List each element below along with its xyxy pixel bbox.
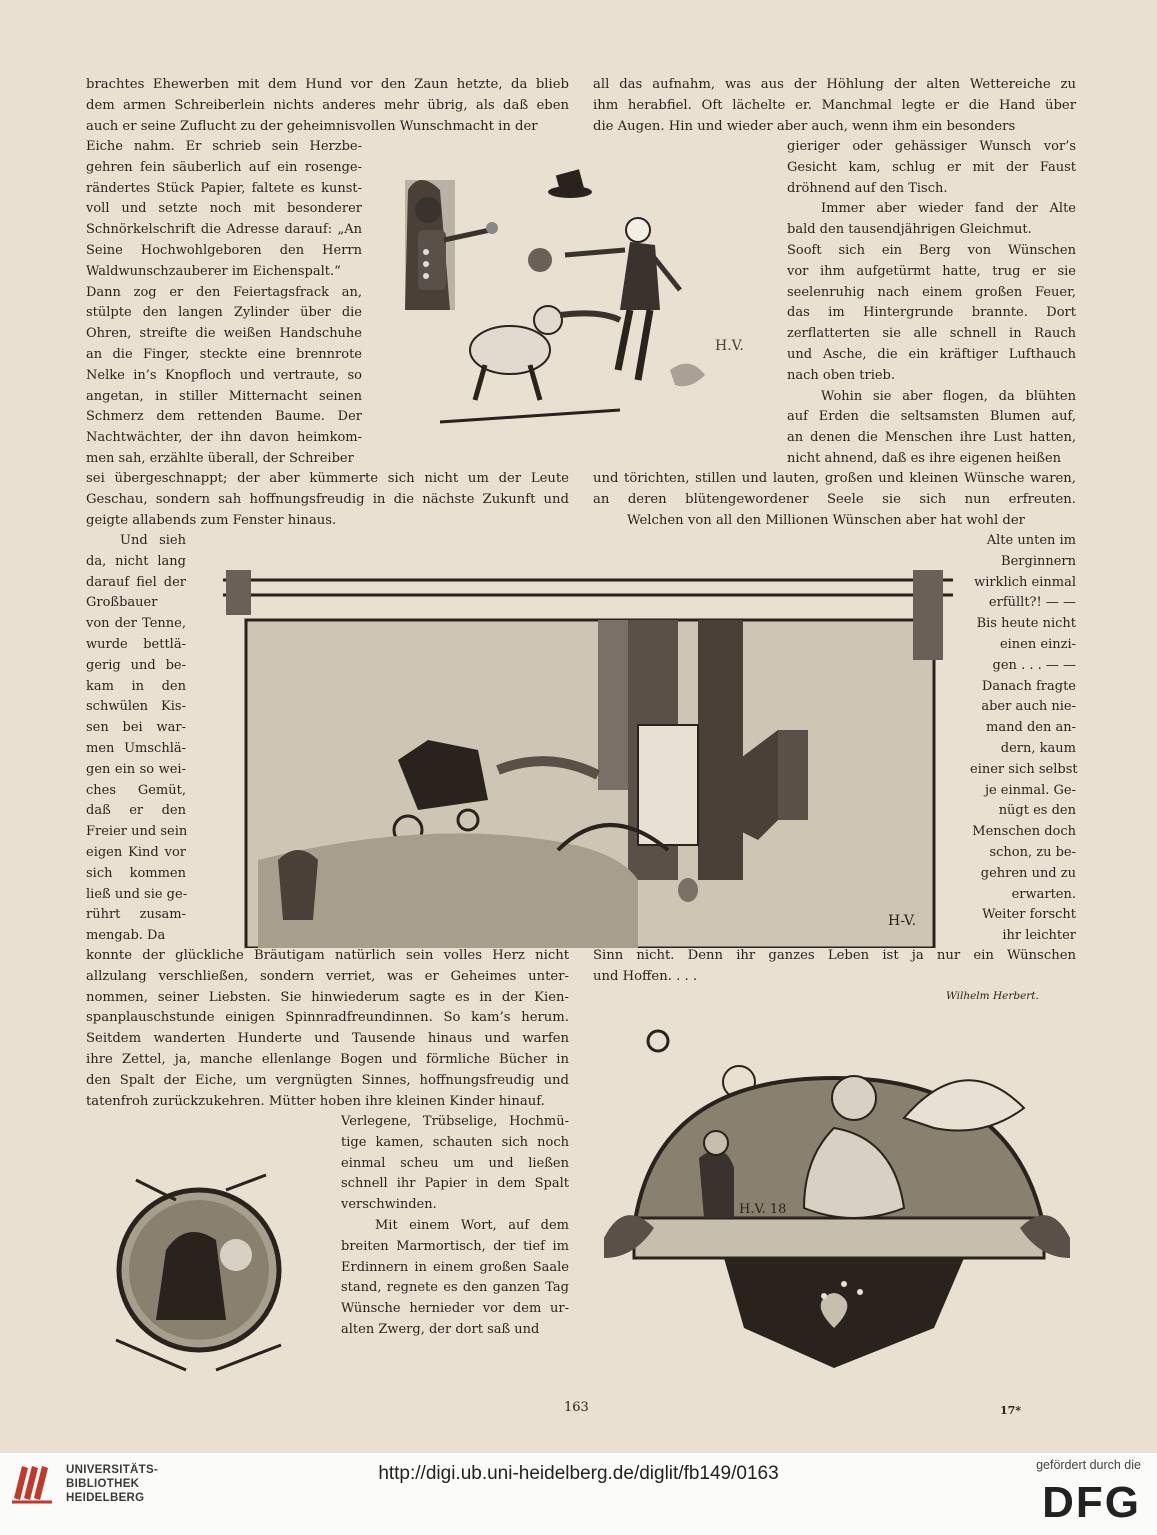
text-line: gehren und zu — [980, 865, 1076, 881]
text-line: angetan, in stiller Mitternacht seinen — [86, 388, 362, 404]
text-line: Großbauer — [86, 595, 158, 611]
library-line-3: HEIDELBERG — [66, 1492, 145, 1504]
text-line: Berginnern — [1001, 553, 1076, 569]
text-line: auch er seine Zuflucht zu der geheimnisvollen Wunschmacht in der — [86, 118, 538, 134]
left-column-top — [86, 75, 569, 137]
text-line: Sooft sich ein Berg von Wünschen — [787, 242, 1076, 258]
left-column-final — [341, 1112, 569, 1341]
text-line: da, nicht lang — [86, 553, 186, 569]
text-line: men Umschlä- — [86, 740, 186, 756]
right-column-side — [970, 531, 1076, 947]
text-line: Seitdem wanderten Hunderte und Tausende hinaus und warfen — [86, 1031, 569, 1047]
text-line: seelenruhig nach einem großen Feuer, — [787, 284, 1076, 300]
text-line: Nelke in’s Knopfloch und vertraute, so — [86, 367, 362, 383]
text-line: Bis heute nicht — [976, 616, 1076, 632]
text-line: nommen, seiner Liebsten. Sie hinwiederum sagte es in der Kien- — [86, 989, 569, 1005]
text-line: Ohren, streifte die weißen Handschuhe — [86, 326, 362, 342]
text-line: erwarten. — [1011, 886, 1076, 902]
text-line: schon, zu be- — [989, 844, 1076, 860]
illustration-signature-2: H-V. — [888, 913, 917, 929]
text-line: stand, regnete es den ganzen Tag — [341, 1280, 569, 1296]
text-line: von der Tenne, — [86, 616, 186, 632]
signature-mark: 17* — [1000, 1404, 1022, 1417]
text-line: Freier und sein — [86, 824, 188, 840]
text-line: Eiche nahm. Er schrieb sein Herzbe- — [86, 139, 362, 154]
text-line: rändertes Stück Papier, faltete es kunst- — [86, 180, 362, 196]
dfg-logo[interactable]: DFG — [1042, 1478, 1141, 1527]
text-line: an die Finger, steckte eine brennrote — [86, 346, 362, 362]
text-line: Wünsche hernieder vor dem ur- — [341, 1301, 569, 1317]
text-line: stülpte den langen Zylinder über die — [86, 305, 362, 321]
text-line: einen einzi- — [999, 636, 1076, 652]
illustration-signature-1: H.V. — [715, 338, 744, 354]
text-line: gieriger oder gehässiger Wunsch vor’s — [787, 139, 1076, 154]
text-line: einer sich selbst — [970, 761, 1078, 777]
text-line: Erdinnern in einem großen Saale — [341, 1259, 569, 1275]
text-line: gerig und be- — [86, 657, 186, 673]
text-line: Welchen von all den Millionen Wünschen aber hat wohl der — [627, 512, 1025, 528]
text-line: Verlegene, Trübselige, Hochmü- — [341, 1114, 569, 1129]
illustration-forest-carriage — [218, 560, 960, 948]
text-line: geigte allabends zum Fenster hinaus. — [86, 512, 337, 528]
text-line: an deren blütengewordener Seele sie sich nun erfreuten. — [593, 491, 1076, 507]
text-line: konnte der glückliche Bräutigam natürlich sein volles Herz nicht — [86, 948, 569, 963]
text-line: kam in den — [86, 678, 186, 694]
text-line: vor ihm aufgetürmt hatte, trug er sie — [787, 263, 1076, 279]
text-line: je einmal. Ge- — [984, 782, 1076, 798]
text-line: Gesicht kam, schlug er mit der Faust — [787, 159, 1076, 175]
text-line: zerflatterten sie alle schnell in Rauch — [787, 326, 1076, 342]
right-column-top — [593, 75, 1076, 137]
author-signature: Wilhelm Herbert. — [946, 990, 1039, 1002]
left-column-mid — [86, 469, 569, 531]
left-column-side — [86, 531, 186, 947]
text-line: wurde bettlä- — [86, 636, 186, 652]
right-column-mid — [593, 469, 1076, 531]
text-line: ihr leichter — [1002, 928, 1076, 944]
text-line: voll und setzte noch mit besonderer — [86, 201, 362, 217]
text-line: Und sieh — [120, 533, 186, 548]
text-line: Dann zog er den Feiertagsfrack an, — [86, 284, 362, 300]
illustration-round-vignette — [96, 1170, 302, 1380]
text-line: Immer aber wieder fand der Alte — [821, 201, 1076, 217]
page-url-link[interactable]: http://digi.ub.uni-heidelberg.de/diglit/fb149/0163 — [378, 1463, 779, 1484]
text-line: dem armen Schreiberlein nichts anderes mehr übrig, als daß eben — [86, 97, 569, 113]
left-column-bottom — [86, 946, 569, 1112]
text-line: und Hoffen. . . . — [593, 968, 698, 984]
text-line: allzulang verschließen, sondern verriet, was er Geheimes unter- — [86, 968, 569, 984]
text-line: Menschen doch — [972, 824, 1076, 840]
text-line: rührt zusam- — [86, 907, 186, 923]
text-line: Schmerz dem rettenden Baume. Der — [86, 409, 362, 425]
text-line: gen ein so wei- — [86, 761, 186, 777]
text-line: aber auch nie- — [981, 699, 1076, 715]
text-line: ließ und sie ge- — [86, 886, 188, 902]
text-line: Geschau, sondern sah hoffnungsfreudig in die nächste Zukunft und — [86, 491, 569, 507]
text-line: das im Hintergrunde brannte. Dort — [787, 305, 1076, 321]
text-line: Waldwunschzauberer im Eichenspalt.“ — [86, 263, 341, 279]
text-line: an denen die Menschen ihre Lust hatten, — [787, 430, 1076, 446]
right-column-bottom — [593, 946, 1076, 988]
text-line: dröhnend auf den Tisch. — [787, 180, 948, 196]
text-line: gen . . . — — — [992, 657, 1076, 673]
text-line: nach oben trieb. — [787, 367, 895, 383]
text-line: schnell ihr Papier in dem Spalt — [341, 1176, 569, 1192]
text-line: nügt es den — [998, 803, 1076, 819]
text-line: und törichten, stillen und lauten, großen und kleinen Wünsche waren, — [593, 471, 1076, 486]
page-number: 163 — [564, 1400, 589, 1415]
text-line: ches Gemüt, — [86, 782, 186, 798]
library-line-2: BIBLIOTHEK — [66, 1478, 140, 1490]
text-line: daß er den — [86, 803, 186, 819]
text-line: Weiter forscht — [982, 907, 1076, 923]
text-line: sich kommen — [86, 865, 186, 881]
text-line: sen bei war- — [86, 720, 186, 736]
text-line: Wohin sie aber flogen, da blühten — [821, 388, 1076, 404]
text-line: spanplauschstunde einigen Spinnradfreundinnen. So kam’s herum. — [86, 1010, 569, 1026]
text-line: schwülen Kis- — [86, 699, 186, 715]
right-column-narrow — [787, 137, 1076, 470]
text-line: die Augen. Hin und wieder aber auch, wenn ihm ein besonders — [593, 118, 1016, 134]
library-line-1: UNIVERSITÄTS- — [66, 1464, 159, 1476]
left-column-narrow — [86, 137, 362, 470]
text-line: einmal scheu um und ließen — [341, 1155, 569, 1171]
illustration-man-chased-by-dog — [380, 160, 780, 440]
illustration-signature-3: H.V. 18 — [739, 1202, 787, 1217]
text-line: eigen Kind vor — [86, 844, 186, 860]
text-line: erfüllt?! — — — [988, 595, 1076, 611]
text-line: darauf fiel der — [86, 574, 186, 590]
text-line: verschwinden. — [341, 1197, 437, 1213]
text-line: brachtes Ehewerben mit dem Hund vor den Zaun hetzte, da blieb — [86, 77, 569, 92]
text-line: alten Zwerg, der dort saß und — [341, 1321, 540, 1337]
text-line: bald den tausendjährigen Gleichmut. — [787, 222, 1032, 238]
text-line: tige kamen, schauten sich noch — [341, 1134, 569, 1150]
text-line: breiten Marmortisch, der tief im — [341, 1238, 569, 1254]
text-line: mengab. Da — [86, 928, 166, 944]
funded-by-text: gefördert durch die — [1036, 1458, 1141, 1472]
text-line: gehren fein säuberlich auf ein rosenge- — [86, 159, 362, 175]
text-line: ihm herabfiel. Oft lächelte er. Manchmal legte er die Hand über — [593, 97, 1076, 113]
text-line: tatenfroh zurückzukehren. Mütter hoben ihre kleinen Kinder hinauf. — [86, 1093, 545, 1109]
illustration-cherub-ornament — [604, 1028, 1070, 1398]
text-line: mand den an- — [986, 720, 1076, 736]
text-line: Sinn nicht. Denn ihr ganzes Leben ist ja nur ein Wünschen — [593, 948, 1076, 963]
text-line: sei übergeschnappt; der aber kümmerte sich nicht um der Leute — [86, 471, 569, 486]
text-line: den Spalt der Eiche, um vergnügten Sinnes, hoffnungsfreudig und — [86, 1072, 569, 1088]
text-line: und Asche, die ein kräftiger Lufthauch — [787, 346, 1076, 362]
text-line: Alte unten im — [986, 533, 1076, 548]
text-line: Schnörkelschrift die Adresse darauf: „An — [86, 222, 362, 238]
text-line: all das aufnahm, was aus der Höhlung der alten Wettereiche zu — [593, 77, 1076, 92]
text-line: nicht ahnend, daß es ihre eigenen heißen — [787, 450, 1062, 466]
text-line: dern, kaum — [1000, 740, 1076, 756]
text-line: auf Erden die seltsamsten Blumen auf, — [787, 409, 1076, 425]
text-line: Danach fragte — [981, 678, 1076, 694]
text-line: Mit einem Wort, auf dem — [375, 1217, 569, 1233]
text-line: Seine Hochwohlgeboren den Herrn — [86, 242, 362, 258]
text-line: ihre Zettel, ja, manche ellenlange Bogen und förmliche Bücher in — [86, 1051, 569, 1067]
text-line: men sah, erzählte überall, der Schreiber — [86, 450, 354, 466]
text-line: wirklich einmal — [974, 574, 1076, 590]
text-line: Nachtwächter, der ihn davon heimkom- — [86, 430, 362, 446]
